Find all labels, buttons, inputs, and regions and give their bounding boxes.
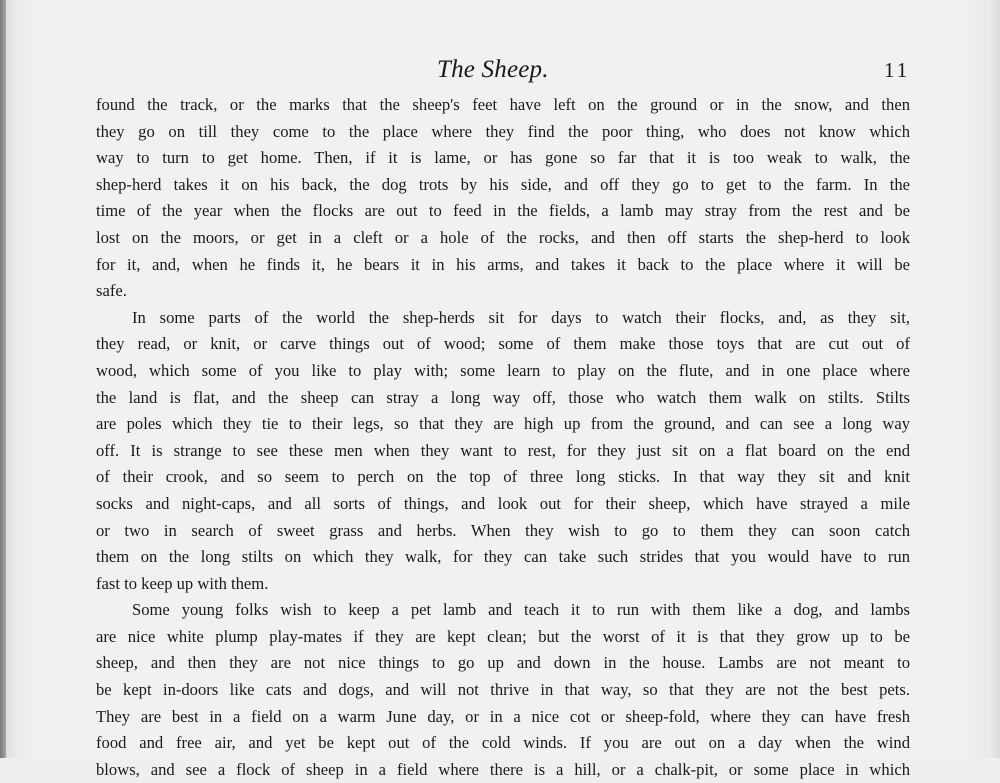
text-line: way to turn to get home. Then, if it is lame, or has gone so far that it is too weak to walk, the <box>96 148 910 168</box>
text-line: the land is flat, and the sheep can stray a long way off, those who watch them walk on stilts. Stilts <box>96 387 910 407</box>
page-spine-shadow <box>0 0 6 758</box>
text-line: are poles which they tie to their legs, so that they are high up from the ground, and can see a long way <box>96 414 910 434</box>
text-line: for it, and, when he finds it, he bears it in his arms, and takes it back to the place where it will be <box>96 254 910 274</box>
running-title: The Sheep. <box>437 56 549 83</box>
text-line: blows, and see a flock of sheep in a field where there is a hill, or a chalk-pit, or some place in which <box>96 759 910 779</box>
text-line: Some young folks wish to keep a pet lamb and teach it to run with them like a dog, and lambs <box>132 600 910 620</box>
text-line: them on the long stilts on which they walk, for they can take such strides that you would have to run <box>96 547 910 567</box>
page-number: 11 <box>884 58 911 82</box>
text-line: lost on the moors, or get in a cleft or a hole of the rocks, and then off starts the shep-herd to look <box>96 227 910 247</box>
text-line: or two in search of sweet grass and herbs. When they wish to go to them they can soon catch <box>96 520 910 540</box>
text-line: In some parts of the world the shep-herds sit for days to watch their flocks, and, as they sit, <box>132 307 910 327</box>
text-line: of their crook, and so seem to perch on the top of three long sticks. In that way they sit and knit <box>96 467 910 487</box>
text-line: shep-herd takes it on his back, the dog trots by his side, and off they go to get to the farm. In the <box>96 174 910 194</box>
text-line: found the track, or the marks that the sheep's feet have left on the ground or in the snow, and then <box>96 95 910 114</box>
text-line: food and free air, and yet be kept out of the cold winds. If you are out on a day when the wind <box>96 733 910 753</box>
text-line: socks and night-caps, and all sorts of things, and look out for their sheep, which have strayed a mile <box>96 493 910 513</box>
text-line: safe. <box>96 281 127 301</box>
text-line: wood, which some of you like to play with; some learn to play on the flute, and in one place where <box>96 360 910 380</box>
text-line: are nice white plump play-mates if they are kept clean; but the worst of it is that they grow up to be <box>96 626 910 646</box>
text-line: sheep, and then they are not nice things to go up and down in the house. Lambs are not meant to <box>96 653 910 673</box>
text-line: be kept in-doors like cats and dogs, and will not thrive in that way, so that they are not the best pets. <box>96 680 910 700</box>
text-line: time of the year when the flocks are out to feed in the fields, a lamb may stray from the rest and be <box>96 201 910 221</box>
text-line: off. It is strange to see these men when they want to rest, for they just sit on a flat board on the end <box>96 440 910 460</box>
text-line: they go on till they come to the place where they find the poor thing, who does not know which <box>96 121 910 141</box>
text-line: fast to keep up with them. <box>96 573 269 593</box>
body-text <box>96 92 910 783</box>
text-line: they read, or knit, or carve things out of wood; some of them make those toys that are cut out of <box>96 334 910 354</box>
text-line: They are best in a field on a warm June day, or in a nice cot or sheep-fold, where they can have fresh <box>96 706 910 726</box>
